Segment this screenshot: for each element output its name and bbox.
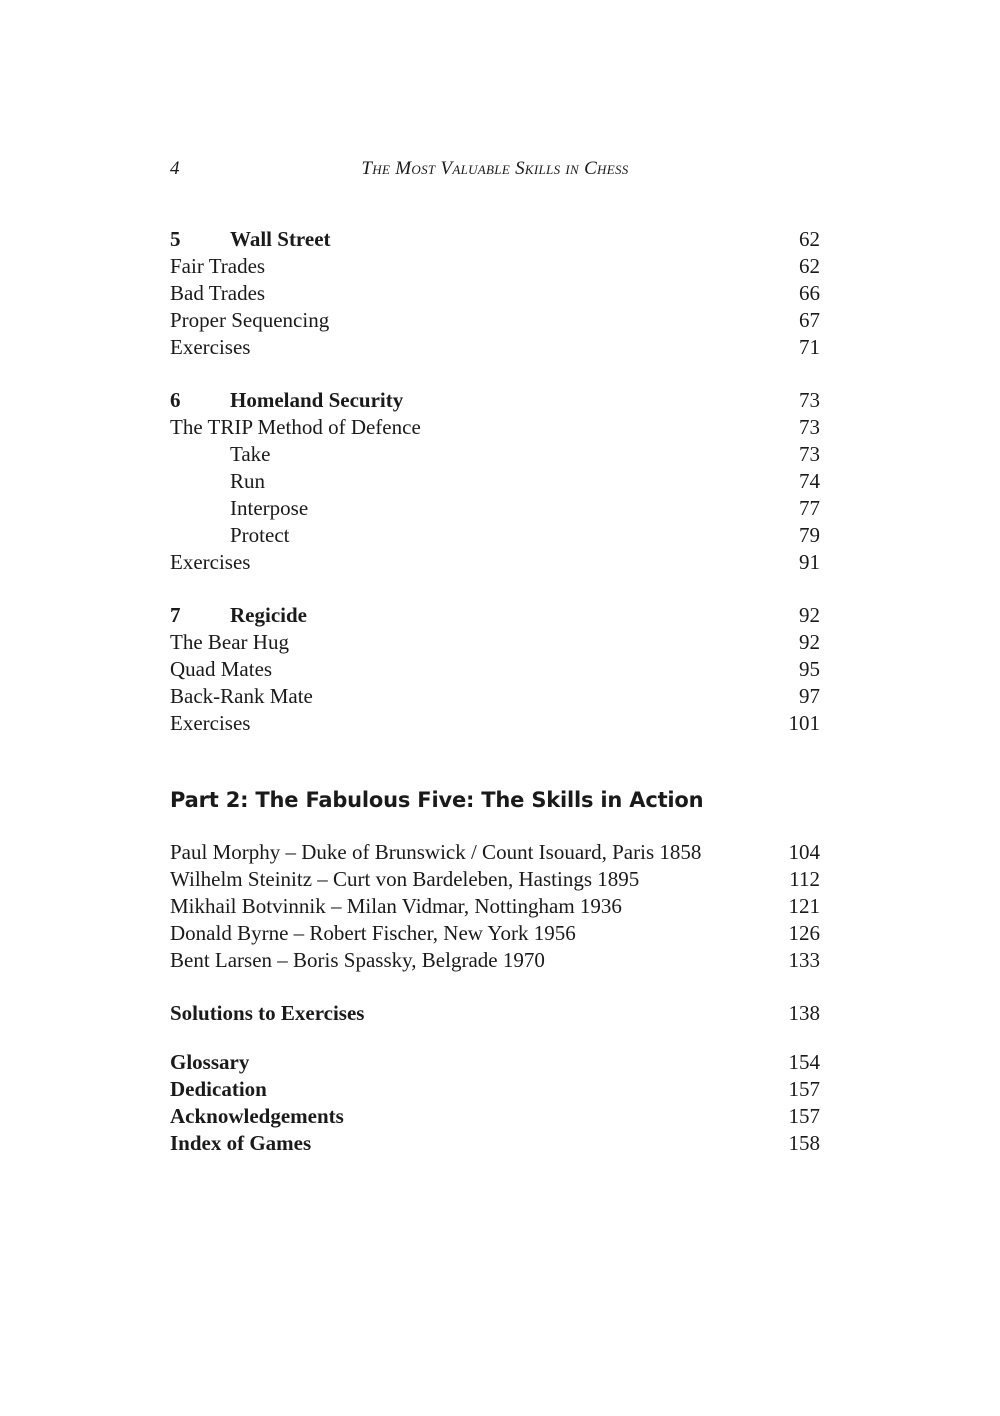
page-number: 126 xyxy=(788,921,820,945)
toc-entry xyxy=(170,549,820,576)
chapter-number: 5 xyxy=(170,227,181,251)
toc-chapter-6 xyxy=(170,387,820,576)
chapter-title: Wall Street xyxy=(230,227,331,251)
toc-entry xyxy=(170,253,820,280)
page-number: 101 xyxy=(788,711,820,735)
toc-chapter-7 xyxy=(170,602,820,737)
toc-entry xyxy=(170,629,820,656)
game-label: Bent Larsen – Boris Spassky, Belgrade 1970 xyxy=(170,948,545,972)
page-number: 71 xyxy=(799,335,820,359)
page-number: 62 xyxy=(799,227,820,251)
book-title: The Most Valuable Skills in Chess xyxy=(361,158,629,179)
page-number: 74 xyxy=(799,469,820,493)
page-number: 157 xyxy=(788,1077,820,1101)
part-heading: Part 2: The Fabulous Five: The Skills in Action xyxy=(170,788,704,812)
page-number: 92 xyxy=(799,603,820,627)
toc-entry xyxy=(170,656,820,683)
toc-subentry xyxy=(170,468,820,495)
entry-label: Proper Sequencing xyxy=(170,308,330,332)
toc-entry xyxy=(170,947,820,974)
toc-subentry xyxy=(170,441,820,468)
chapter-heading xyxy=(170,226,820,253)
toc-section-entry xyxy=(170,1076,820,1103)
page-number: 157 xyxy=(788,1104,820,1128)
game-label: Wilhelm Steinitz – Curt von Bardeleben, Hastings 1895 xyxy=(170,867,640,891)
page-number: 67 xyxy=(799,308,820,332)
toc-entry xyxy=(170,893,820,920)
entry-label: Bad Trades xyxy=(170,281,266,305)
page-number: 104 xyxy=(788,840,820,864)
page-number: 91 xyxy=(799,550,820,574)
game-label: Mikhail Botvinnik – Milan Vidmar, Nottingham 1936 xyxy=(170,894,622,918)
page-number: 62 xyxy=(799,254,820,278)
toc-section-entry xyxy=(170,1130,820,1157)
entry-label: Quad Mates xyxy=(170,657,273,681)
section-label: Dedication xyxy=(170,1077,267,1101)
toc-chapter-5 xyxy=(170,226,820,361)
entry-label: The Bear Hug xyxy=(170,630,289,654)
toc-entry xyxy=(170,307,820,334)
page-number: 121 xyxy=(788,894,820,918)
game-label: Paul Morphy – Duke of Brunswick / Count Isouard, Paris 1858 xyxy=(170,840,702,864)
toc-section-entry xyxy=(170,1049,820,1076)
chapter-heading xyxy=(170,602,820,629)
subentry-label: Take xyxy=(230,442,271,466)
page-number: 154 xyxy=(788,1050,820,1074)
running-head xyxy=(170,158,820,184)
page-number: 97 xyxy=(799,684,820,708)
page-number: 73 xyxy=(799,388,820,412)
toc-entry xyxy=(170,866,820,893)
entry-label: Back-Rank Mate xyxy=(170,684,313,708)
chapter-title: Regicide xyxy=(230,603,307,627)
entry-label: Exercises xyxy=(170,335,251,359)
toc-section-entry xyxy=(170,1000,820,1027)
section-label: Acknowledgements xyxy=(170,1104,344,1128)
page-number: 77 xyxy=(799,496,820,520)
toc-solutions xyxy=(170,1000,820,1027)
section-label: Index of Games xyxy=(170,1131,312,1155)
toc-entry xyxy=(170,710,820,737)
chapter-number: 6 xyxy=(170,388,181,412)
toc-entry xyxy=(170,414,820,441)
page-folio: 4 xyxy=(170,158,180,179)
chapter-number: 7 xyxy=(170,603,181,627)
page-number: 73 xyxy=(799,442,820,466)
page-number: 133 xyxy=(788,948,820,972)
chapter-heading xyxy=(170,387,820,414)
page-number: 95 xyxy=(799,657,820,681)
toc-section-entry xyxy=(170,1103,820,1130)
entry-label: The TRIP Method of Defence xyxy=(170,415,421,439)
toc-entry xyxy=(170,683,820,710)
subentry-label: Interpose xyxy=(230,496,309,520)
chapter-title: Homeland Security xyxy=(230,388,404,412)
game-label: Donald Byrne – Robert Fischer, New York 1956 xyxy=(170,921,576,945)
toc-entry xyxy=(170,839,820,866)
toc-subentry xyxy=(170,522,820,549)
section-label: Glossary xyxy=(170,1050,250,1074)
page-number: 73 xyxy=(799,415,820,439)
page-number: 66 xyxy=(799,281,820,305)
entry-label: Exercises xyxy=(170,711,251,735)
page-number: 92 xyxy=(799,630,820,654)
toc-back-matter xyxy=(170,1049,820,1157)
page-number: 138 xyxy=(788,1001,820,1025)
section-label: Solutions to Exercises xyxy=(170,1001,365,1025)
page-number: 158 xyxy=(788,1131,820,1155)
page-number: 79 xyxy=(799,523,820,547)
toc-entry xyxy=(170,280,820,307)
toc-entry xyxy=(170,334,820,361)
page-number: 112 xyxy=(789,867,820,891)
entry-label: Exercises xyxy=(170,550,251,574)
toc-entry xyxy=(170,920,820,947)
toc-games xyxy=(170,839,820,974)
entry-label: Fair Trades xyxy=(170,254,266,278)
toc-subentry xyxy=(170,495,820,522)
subentry-label: Protect xyxy=(230,523,290,547)
subentry-label: Run xyxy=(230,469,266,493)
